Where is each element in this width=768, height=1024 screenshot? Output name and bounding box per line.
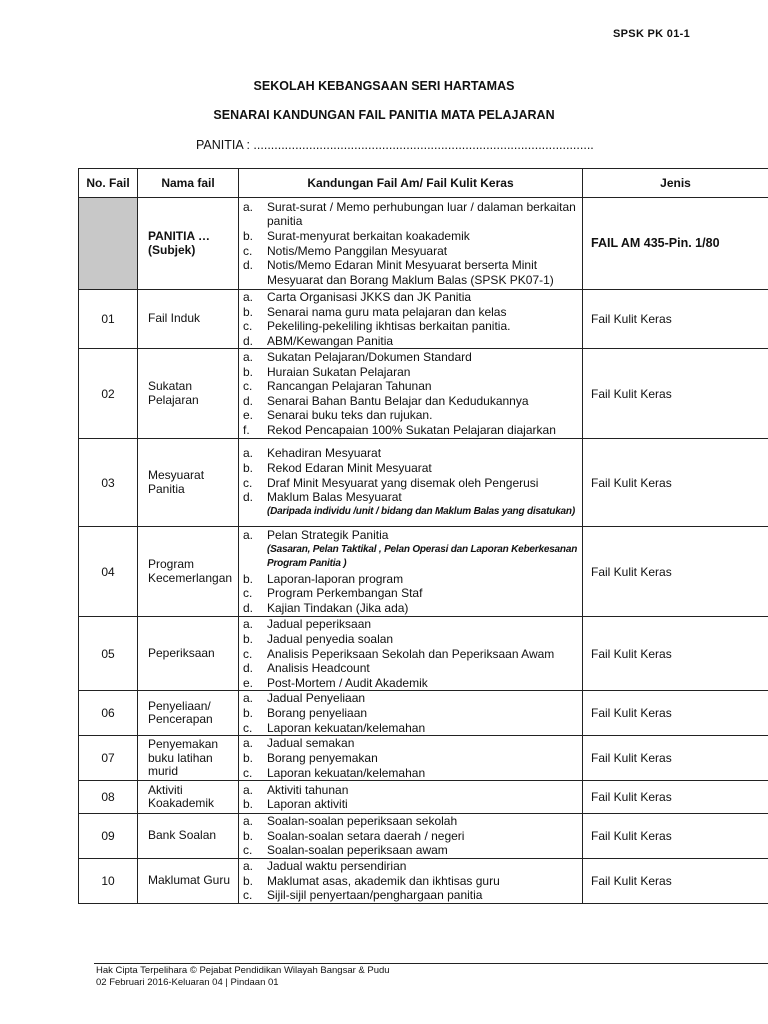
file-number: 08: [79, 781, 138, 814]
item-text: Kehadiran Mesyuarat: [267, 446, 382, 461]
list-item: [239, 661, 580, 676]
item-text: Jadual waktu persendirian: [267, 858, 407, 873]
list-item: [239, 843, 580, 858]
document-title: SENARAI KANDUNGAN FAIL PANITIA MATA PELAJARAN: [213, 108, 555, 122]
file-type: Fail Kulit Keras: [583, 781, 768, 814]
list-item: [239, 888, 580, 903]
file-contents: [239, 858, 583, 903]
document-code: SPSK PK 01-1: [613, 28, 690, 40]
list-item: [239, 334, 580, 349]
item-text: Surat-surat / Memo perhubungan luar / dalaman berkaitan panitia: [267, 199, 576, 229]
file-name: Mesyuarat Panitia: [138, 439, 239, 527]
item-marker: c.: [243, 243, 253, 258]
item-marker: a.: [243, 858, 254, 873]
header-kandungan: Kandungan Fail Am/ Fail Kulit Keras: [239, 169, 583, 198]
item-marker: c.: [243, 586, 253, 601]
contents-list: [239, 814, 582, 858]
table-row: [79, 290, 768, 349]
list-item: [239, 586, 580, 601]
file-contents: [239, 198, 583, 290]
item-marker: a.: [243, 199, 254, 214]
file-name: Aktiviti Koakademik: [138, 781, 239, 814]
list-item: [239, 647, 580, 662]
item-text: Sijil-sijil penyertaan/penghargaan panitia: [267, 888, 483, 903]
item-text: Jadual penyedia soalan: [267, 631, 394, 646]
list-item: [239, 528, 580, 543]
file-number: 03: [79, 439, 138, 527]
file-contents: [239, 290, 583, 349]
list-item: [239, 572, 580, 587]
item-text: Laporan kekuatan/kelemahan: [267, 765, 426, 780]
list-item: [239, 490, 580, 505]
file-number: 09: [79, 814, 138, 859]
table-body: [79, 198, 768, 904]
item-marker: c.: [243, 379, 253, 394]
item-text: Senarai Bahan Bantu Belajar dan Kedudukannya: [267, 393, 529, 408]
file-type: Fail Kulit Keras: [583, 617, 768, 691]
item-marker: a.: [243, 446, 254, 461]
item-marker: c.: [243, 720, 253, 735]
item-text: Program Perkembangan Staf: [267, 586, 423, 601]
header-nama: Nama fail: [138, 169, 239, 198]
school-name: SEKOLAH KEBANGSAAN SERI HARTAMAS: [253, 79, 515, 93]
item-text: Soalan-soalan peperiksaan awam: [267, 843, 448, 858]
table-row: [79, 198, 768, 290]
file-name: Program Kecemerlangan: [138, 527, 239, 617]
list-item: [239, 859, 580, 874]
table-row: [79, 527, 768, 617]
item-text: Notis/Memo Edaran Minit Mesyuarat berserta Minit Mesyuarat dan Borang Maklum Balas (SPSK PK07-1): [267, 258, 554, 287]
file-number: [79, 198, 138, 290]
item-text: Surat-menyurat berkaitan koakademik: [267, 228, 470, 243]
item-text: Maklumat asas, akademik dan ikhtisas guru: [267, 873, 500, 888]
list-item: [239, 736, 580, 751]
list-item: [239, 617, 580, 632]
list-item: [239, 290, 580, 305]
item-marker: e.: [243, 408, 254, 423]
table-row: [79, 439, 768, 527]
item-text: (Sasaran, Pelan Taktikal , Pelan Operasi dan Laporan Keberkesanan Program Panitia ): [267, 543, 578, 570]
item-marker: b.: [243, 873, 254, 888]
list-item: [239, 691, 580, 706]
file-type: Fail Kulit Keras: [583, 349, 768, 439]
list-item: [239, 350, 580, 365]
list-item: [239, 783, 580, 798]
list-item: [239, 601, 580, 616]
item-text: ABM/Kewangan Panitia: [267, 333, 394, 348]
item-marker: [239, 505, 267, 520]
item-marker: a.: [243, 350, 254, 365]
item-text: Laporan kekuatan/kelemahan: [267, 720, 426, 735]
file-type: Fail Kulit Keras: [583, 814, 768, 859]
item-marker: b.: [243, 797, 254, 812]
header-jenis: Jenis: [583, 169, 768, 198]
file-contents: [239, 781, 583, 814]
item-marker: d.: [243, 601, 254, 616]
file-contents: [239, 691, 583, 736]
file-name: Fail Induk: [138, 290, 239, 349]
list-item: [239, 797, 580, 812]
item-marker: a.: [243, 617, 254, 632]
contents-list: [239, 290, 582, 348]
list-item: [239, 676, 580, 691]
contents-list: [239, 859, 582, 903]
list-item: [239, 543, 580, 572]
item-marker: b.: [243, 571, 254, 586]
list-item: [239, 305, 580, 320]
file-number: 05: [79, 617, 138, 691]
item-text: Rekod Pencapaian 100% Sukatan Pelajaran diajarkan: [267, 423, 556, 438]
file-number: 02: [79, 349, 138, 439]
file-number: 07: [79, 736, 138, 781]
header-no: No. Fail: [79, 169, 138, 198]
file-name: Penyemakan buku latihan murid: [138, 736, 239, 781]
item-text: Jadual peperiksaan: [267, 617, 372, 632]
item-marker: a.: [243, 814, 254, 829]
list-item: [239, 706, 580, 721]
file-type: FAIL AM 435-Pin. 1/80: [583, 198, 768, 290]
list-item: [239, 461, 580, 476]
item-text: Post-Mortem / Audit Akademik: [267, 675, 428, 690]
table-row: [79, 617, 768, 691]
file-name: Sukatan Pelajaran: [138, 349, 239, 439]
file-name: Maklumat Guru: [138, 858, 239, 903]
item-marker: c.: [243, 765, 253, 780]
item-text: Notis/Memo Panggilan Mesyuarat: [267, 243, 448, 258]
item-marker: f.: [243, 423, 250, 438]
file-contents: [239, 349, 583, 439]
footer-release: 02 Februari 2016-Keluaran 04 | Pindaan 01: [96, 977, 279, 988]
item-text: Borang penyemakan: [267, 750, 378, 765]
item-text: (Daripada individu /unit / bidang dan Maklum Balas yang disatukan): [267, 505, 575, 517]
file-number: 01: [79, 290, 138, 349]
item-text: Draf Minit Mesyuarat yang disemak oleh Pengerusi: [267, 475, 539, 490]
item-marker: b.: [243, 460, 254, 475]
item-marker: b.: [243, 364, 254, 379]
item-marker: c.: [243, 888, 253, 903]
item-text: Borang penyeliaan: [267, 706, 368, 721]
file-contents: [239, 814, 583, 859]
item-marker: c.: [243, 475, 253, 490]
file-type: Fail Kulit Keras: [583, 527, 768, 617]
item-text: Senarai buku teks dan rujukan.: [267, 408, 433, 423]
file-contents-table: [78, 168, 768, 904]
list-item: [239, 721, 580, 736]
list-item: [239, 200, 580, 229]
item-text: Pelan Strategik Panitia: [267, 528, 389, 543]
list-item: [239, 874, 580, 889]
list-item: [239, 751, 580, 766]
file-name: PANITIA … (Subjek): [138, 198, 239, 290]
file-type: Fail Kulit Keras: [583, 290, 768, 349]
table-header-row: [79, 169, 768, 198]
item-marker: b.: [243, 706, 254, 721]
footer-copyright: Hak Cipta Terpelihara © Pejabat Pendidikan Wilayah Bangsar & Pudu: [96, 965, 390, 976]
item-text: Laporan-laporan program: [267, 571, 404, 586]
list-item: [239, 814, 580, 829]
file-contents: [239, 617, 583, 691]
file-contents: [239, 527, 583, 617]
file-number: 04: [79, 527, 138, 617]
list-item: [239, 476, 580, 491]
item-text: Jadual semakan: [267, 736, 355, 751]
contents-list: [239, 528, 582, 616]
item-marker: a.: [243, 736, 254, 751]
list-item: [239, 632, 580, 647]
file-number: 10: [79, 858, 138, 903]
panitia-field: PANITIA : ..................................................................................................: [196, 138, 594, 152]
item-marker: a.: [243, 290, 254, 304]
file-type: Fail Kulit Keras: [583, 736, 768, 781]
item-text: Senarai nama guru mata pelajaran dan kelas: [267, 304, 507, 319]
file-type: Fail Kulit Keras: [583, 691, 768, 736]
item-text: Laporan aktiviti: [267, 797, 348, 812]
item-marker: b.: [243, 631, 254, 646]
item-marker: b.: [243, 304, 254, 319]
contents-list: [239, 350, 582, 438]
file-name: Bank Soalan: [138, 814, 239, 859]
item-marker: b.: [243, 750, 254, 765]
item-marker: d.: [243, 490, 254, 505]
list-item: [239, 446, 580, 461]
item-marker: e.: [243, 675, 254, 690]
file-type: Fail Kulit Keras: [583, 439, 768, 527]
item-marker: c.: [243, 843, 253, 858]
list-item: [239, 365, 580, 380]
item-marker: d.: [243, 393, 254, 408]
file-number: 06: [79, 691, 138, 736]
file-type: Fail Kulit Keras: [583, 858, 768, 903]
file-name: Penyeliaan/ Pencerapan: [138, 691, 239, 736]
item-marker: a.: [243, 528, 254, 543]
item-text: Huraian Sukatan Pelajaran: [267, 364, 411, 379]
table-row: [79, 691, 768, 736]
list-item: [239, 244, 580, 259]
list-item: [239, 229, 580, 244]
item-marker: a.: [243, 782, 254, 797]
table-row: [79, 858, 768, 903]
item-text: Rancangan Pelajaran Tahunan: [267, 379, 432, 394]
item-text: Sukatan Pelajaran/Dokumen Standard: [267, 350, 472, 365]
contents-list: [239, 200, 582, 288]
contents-list: [239, 783, 582, 812]
list-item: [239, 505, 580, 520]
item-text: Soalan-soalan setara daerah / negeri: [267, 828, 465, 843]
item-text: Carta Organisasi JKKS dan JK Panitia: [267, 290, 472, 304]
file-contents: [239, 736, 583, 781]
item-text: Kajian Tindakan (Jika ada): [267, 601, 409, 616]
item-text: Pekeliling-pekeliling ikhtisas berkaitan panitia.: [267, 319, 511, 334]
file-contents: [239, 439, 583, 527]
list-item: [239, 379, 580, 394]
file-name: Peperiksaan: [138, 617, 239, 691]
contents-list: [239, 691, 582, 735]
list-item: [239, 258, 580, 287]
table-row: [79, 814, 768, 859]
item-marker: a.: [243, 691, 254, 706]
list-item: [239, 423, 580, 438]
item-marker: b.: [243, 228, 254, 243]
list-item: [239, 766, 580, 781]
list-item: [239, 829, 580, 844]
footer-divider: [94, 963, 768, 964]
item-marker: c.: [243, 319, 253, 334]
list-item: [239, 394, 580, 409]
item-marker: d.: [243, 258, 254, 273]
contents-list: [239, 736, 582, 780]
list-item: [239, 319, 580, 334]
item-text: Aktiviti tahunan: [267, 782, 349, 797]
item-marker: [239, 543, 267, 572]
item-marker: d.: [243, 661, 254, 676]
item-text: Soalan-soalan peperiksaan sekolah: [267, 814, 458, 829]
item-text: Jadual Penyeliaan: [267, 691, 366, 706]
item-marker: c.: [243, 646, 253, 661]
item-text: Analisis Headcount: [267, 661, 370, 676]
item-text: Maklum Balas Mesyuarat: [267, 490, 402, 505]
table-row: [79, 349, 768, 439]
contents-list: [239, 617, 582, 690]
list-item: [239, 408, 580, 423]
item-text: Rekod Edaran Minit Mesyuarat: [267, 460, 432, 475]
item-marker: d.: [243, 333, 254, 348]
item-text: Analisis Peperiksaan Sekolah dan Peperiksaan Awam: [267, 646, 555, 661]
item-marker: b.: [243, 828, 254, 843]
table-row: [79, 736, 768, 781]
contents-list: [239, 446, 582, 519]
table-row: [79, 781, 768, 814]
